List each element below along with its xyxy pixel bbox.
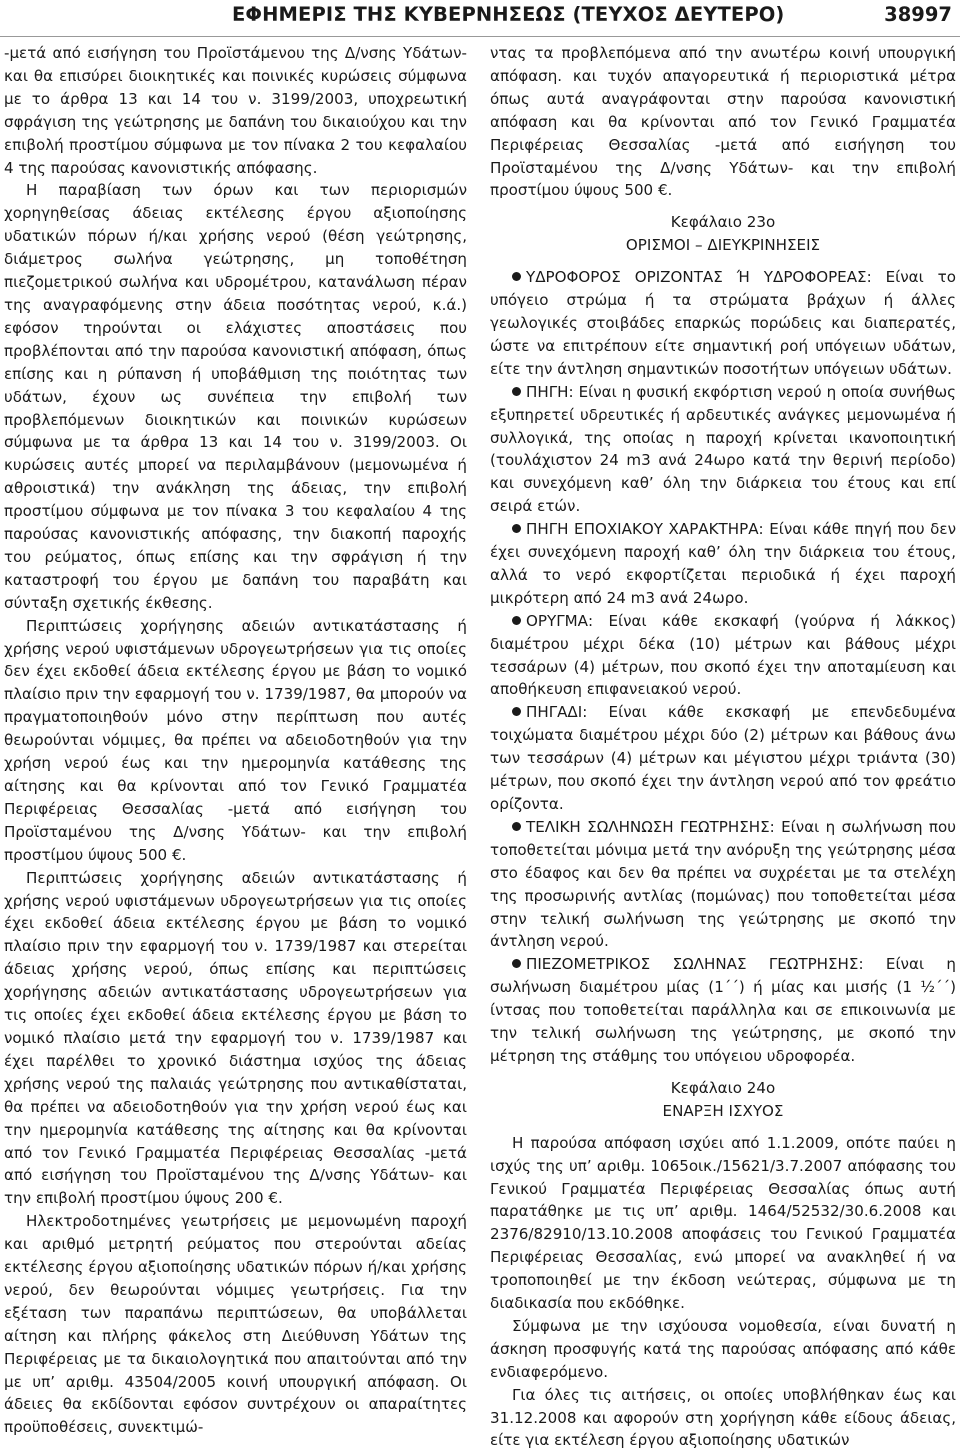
paragraph: Η παρούσα απόφαση ισχύει από 1.1.2009, οπότε παύει η ισχύς της υπ’ αριθμ. 1065οικ./15621/3.7.2007 απόφασης του Γενικού Γραμματέα Περιφέρειας Θεσσαλίας όπως αυτή παρατάθηκε με τις υπ’ αριθμ. 1464/52532/30.6.2008 και 2376/82910/13.10.2008 αποφάσεις του Γενικού Γραμματέα Περιφέρειας Θεσσαλίας, ενώ μπορεί να ανακληθεί ή να τροποποιηθεί με την έκδοση νεώτερας, σύμφωνα με τη διαδικασία που εκδόθηκε.: [490, 1133, 956, 1313]
bullet-icon: [512, 959, 521, 968]
definition-text: ΠΗΓΑΔΙ: Είναι κάθε εκσκαφή με επενδεδυμένα τοιχώματα διαμέτρου μέχρι δύο (2) μέτρων και βάθους άνω των τεσσάρων (4) μέτρων και μέγιστου μέχρι τριάντα (30) μέτρων, που σκοπό έχει την άντληση νερού από τον φρεάτιο ορίζοντα.: [490, 703, 956, 813]
chapter-23-title: Κεφάλαιο 23ο: [670, 213, 776, 232]
paragraph: Περιπτώσεις χορήγησης αδειών αντικατάστασης ή χρήσης νερού υφιστάμενων υδρογεωτρήσεων για τις οποίες δεν έχει εκδοθεί άδεια εκτέλεσης έργου με βάση το νομικό πλαίσιο πριν την εφαρμογή του ν. 1739/1987, θα μπορούν να πραγματοποιηθούν μόνο στην περίπτωση που αυτές θεωρούνται νόμιμες, θα πρέπει να αδειοδοτηθούν για την χρήση νερού έως και την ημερομηνία κατάθεσης της αίτησης και θα κρίνονται από τον Γενικό Γραμματέα Περιφέρειας Θεσσαλίας -μετά από εισήγηση του Προϊσταμένου της Δ/νσης Υδάτων- και την επιβολή προστίμου ύψους 500 €.: [4, 616, 467, 864]
right-column: [490, 42, 956, 1450]
bullet-icon: [512, 707, 521, 716]
bullet-icon: [512, 272, 521, 281]
left-column: [4, 42, 467, 1437]
definition-text: ΟΡΥΓΜΑ: Είναι κάθε εκσκαφή (γούρνα ή λάκκος) διαμέτρου μέχρι δέκα (10) μέτρων και βάθους μέχρι τεσσάρων (4) μέτρων, που σκοπό έχει την αποταμίευση και αποθήκευση επιφανειακού νερού.: [490, 611, 956, 699]
paragraph: Σύμφωνα με την ισχύουσα νομοθεσία, είναι δυνατή η άσκηση προσφυγής κατά της παρούσας απόφασης από κάθε ενδιαφερόμενο.: [490, 1316, 956, 1381]
header-divider: [0, 36, 960, 37]
definition-item: [490, 518, 956, 610]
spacer: [490, 257, 956, 266]
definition-text: ΠΗΓΗ ΕΠΟΧΙΑΚΟΥ ΧΑΡΑΚΤΗΡΑ: Είναι κάθε πηγή που δεν έχει συνεχόμενη παροχή καθ’ όλη την διάρκεια του έτους, αλλά το νερό εκφορτίζεται περιοδικά ή έχει παροχή μικρότερη από 24 m3 ανά 24ωρο.: [490, 520, 956, 607]
paragraph: Για όλες τις αιτήσεις, οι οποίες υποβλήθηκαν έως και 31.12.2008 και αφορούν στη χορήγηση κάθε είδους άδειας, είτε για εκτέλεση έργου αξιοποίησης υδατικών: [490, 1385, 956, 1450]
definition-item: [490, 266, 956, 381]
definition-item: [490, 701, 956, 816]
definition-item: [490, 610, 956, 702]
definition-text: ΤΕΛΙΚΗ ΣΩΛΗΝΩΣΗ ΓΕΩΤΡΗΣΗΣ: Είναι η σωλήνωση που τοποθετείται μόνιμα μετά την ανόρυξη της γεώτρησης μέσα στο έδαφος και δεν θα πρέπει να συχρέεται με τα στελέχη της προσωρινής αντλίας (πομώνας) που τοποθετείται μέσα στην τελική σωλήνωση της γεώτρησης με σκοπό την άντληση νερού.: [490, 817, 956, 951]
paragraph: Η παραβίαση των όρων και των περιορισμών χορηγηθείσας άδειας εκτέλεσης έργου αξιοποίησης υδατικών πόρων ή/και χρήσης νερού (θέση γεώτρησης, διάμετρος σωλήνα γεώτρησης, μη τοποθέτηση πιεζομετρικού σωλήνα και υδρομέτρου, κατανάλωση πέραν της αναγραφόμενης στην άδεια ποσότητας νερού, κ.ά.) εφόσον τηρούνται οι ελάχιστες αποστάσεις που προβλέπονται από την παρούσα κανονιστική απόφαση, όπως επίσης και η ρύπανση ή υποβάθμιση της ποιότητας των υδάτων, έχουν ως συνέπεια την επιβολή των προβλεπόμενων διοικητικών και ποινικών κυρώσεων σύμφωνα με τα άρθρα 13 και 14 του ν. 3199/2003. Οι κυρώσεις αυτές μπορεί να περιλαμβάνουν (μεμονωμένα ή αθροιστικά) την ανάκληση της άδειας, την επιβολή προστίμου σύμφωνα με τον πίνακα 3 του κεφαλαίου 4 της παρούσας κανονιστικής απόφασης, την διακοπή παροχής του ρεύματος, όπως επίσης και την σφράγιση ή την καταστροφή του έργου με δαπάνη του παραβάτη και σύνταξη σχετικής έκθεσης.: [4, 181, 467, 612]
definition-item: [490, 816, 956, 953]
definition-item: [490, 953, 956, 1068]
chapter-24-subtitle: ΕΝΑΡΞΗ ΙΣΧΥΟΣ: [662, 1101, 784, 1120]
definition-text: ΠΗΓΗ: Είναι η φυσική εκφόρτιση νερού η οποία συνήθως εξυπηρετεί υδρευτικές ή αρδευτικές ανάγκες μεμονωμένα ή συλλογικά, της οποίας η παροχή κρίνεται ικανοποιητική (τουλάχιστον 24 m3 ανά 24ωρο κατά την θερινή περίοδο) και συνεχόμενη καθ’ όλη την διάρκεια του έτους και επί σειρά ετών.: [490, 382, 956, 516]
definition-text: ΥΔΡΟΦΟΡΟΣ ΟΡΙΖΟΝΤΑΣ Ή ΥΔΡΟΦΟΡΕΑΣ: Είναι το υπόγειο στρώμα ή τα στρώματα βράχων ή άλλες γεωλογικές στοιβάδες επαρκώς πορώδεις και διαπερατές, ώστε να επιτρέπουν είτε σημαντική ροή υπόγειων υδάτων, είτε την άντληση σημαντικών ποσοτήτων υπόγειων υδάτων.: [490, 268, 956, 378]
definition-text: ΠΙΕΖΟΜΕΤΡΙΚΟΣ ΣΩΛΗΝΑΣ ΓΕΩΤΡΗΣΗΣ: Είναι η σωλήνωση διαμέτρου μίας (1΄΄) ή μίας και μισής (1 ½΄΄) ίντσας που τοποθετείται παράλληλα και σε επικοινωνία με την τελική σωλήνωση της γεώτρησης, με σκοπό την μέτρηση της στάθμης του υπόγειου υδροφορέα.: [490, 955, 956, 1065]
page-header: [0, 0, 960, 36]
bullet-icon: [512, 822, 521, 831]
bullet-icon: [512, 524, 521, 533]
chapter-23-subtitle: ΟΡΙΣΜΟΙ – ΔΙΕΥΚΡΙΝΗΣΕΙΣ: [625, 236, 821, 255]
paragraph: -μετά από εισήγηση του Προϊστάμενου της Δ/νσης Υδάτων- και θα επισύρει διοικητικές και ποινικές κυρώσεις σύμφωνα με το άρθρα 13 και 14 του ν. 3199/2003, υποχρεωτική σφράγιση της γεώτρησης με δαπάνη του δικαιούχου και την επιβολή προστίμου σύμφωνα με τον πίνακα 2 του κεφαλαίου 4 της παρούσας κανονιστικής απόφασης.: [4, 44, 467, 177]
spacer: [490, 1123, 956, 1132]
spacer: [490, 1068, 956, 1077]
spacer: [490, 202, 956, 211]
page-number: 38997: [884, 3, 952, 26]
chapter-24-title: Κεφάλαιο 24ο: [670, 1078, 776, 1097]
paragraph: Περιπτώσεις χορήγησης αδειών αντικατάστασης ή χρήσης νερού υφιστάμενων υδρογεωτρήσεων για τις οποίες έχει εκδοθεί άδεια εκτέλεσης έργου με βάση το νομικό πλαίσιο πριν την εφαρμογή του ν. 1739/1987 και στερείται άδειας χρήσης νερού, όπως επίσης και περιπτώσεις χορήγησης αδειών αντικατάστασης υδρογεωτρήσεων για τις οποίες έχει εκδοθεί άδεια εκτέλεσης έργου με βάση το νομικό πλαίσιο μετά την εφαρμογή του ν. 1739/1987 και έχει παρέλθει το χρονικό διάστημα ισχύος της άδειας χρήσης νερού της παλαιάς γεώτρησης που αντικαθίσταται, θα πρέπει να αδειοδοτηθούν για την χρήση νερού έως και την ημερομηνία κατάθεσης της αίτησης και θα κρίνονται από τον Γενικό Γραμματέα Περιφέρειας Θεσσαλίας -μετά από εισήγηση του Προϊσταμένου της Δ/νσης Υδάτων- και την επιβολή προστίμου ύψους 200 €.: [4, 868, 467, 1208]
paragraph: Ηλεκτροδοτημένες γεωτρήσεις με μεμονωμένη παροχή και αριθμό μετρητή ρεύματος που στερούνται αδείας εκτέλεσης έργου αξιοποίησης υδατικών πόρων ή/και χρήσης νερού, δεν θεωρούνται νόμιμες γεωτρήσεις. Για την εξέταση των παραπάνω περιπτώσεων, θα υποβάλλεται αίτηση και πλήρης φάκελος στη Διεύθυνση Υδάτων της Περιφέρειας με τα δικαιολογητικά που απαιτούνται από την με υπ’ αριθμ. 43504/2005 κοινή υπουργική απόφαση. Οι άδειες θα εκδίδονται εφόσον συντρέχουν οι απαραίτητες προϋποθέσεις, συνεκτιμώ-: [4, 1212, 467, 1437]
paragraph: ντας τα προβλεπόμενα από την ανωτέρω κοινή υπουργική απόφαση. και τυχόν απαγορευτικά ή περιοριστικά μέτρα όπως αυτά αναγράφονται στην παρούσα κανονιστική απόφαση και θα κρίνονται από τον Γενικό Γραμματέα Περιφέρειας Θεσσαλίας -μετά από εισήγηση του Προϊσταμένου της Δ/νσης Υδάτων- και την επιβολή προστίμου ύψους 500 €.: [490, 44, 956, 200]
gazette-title: ΕΦΗΜΕΡΙΣ ΤΗΣ ΚΥΒΕΡΝΗΣΕΩΣ (ΤΕΥΧΟΣ ΔΕΥΤΕΡΟ): [232, 3, 785, 26]
definition-item: [490, 381, 956, 518]
bullet-icon: [512, 387, 521, 396]
bullet-icon: [512, 616, 521, 625]
